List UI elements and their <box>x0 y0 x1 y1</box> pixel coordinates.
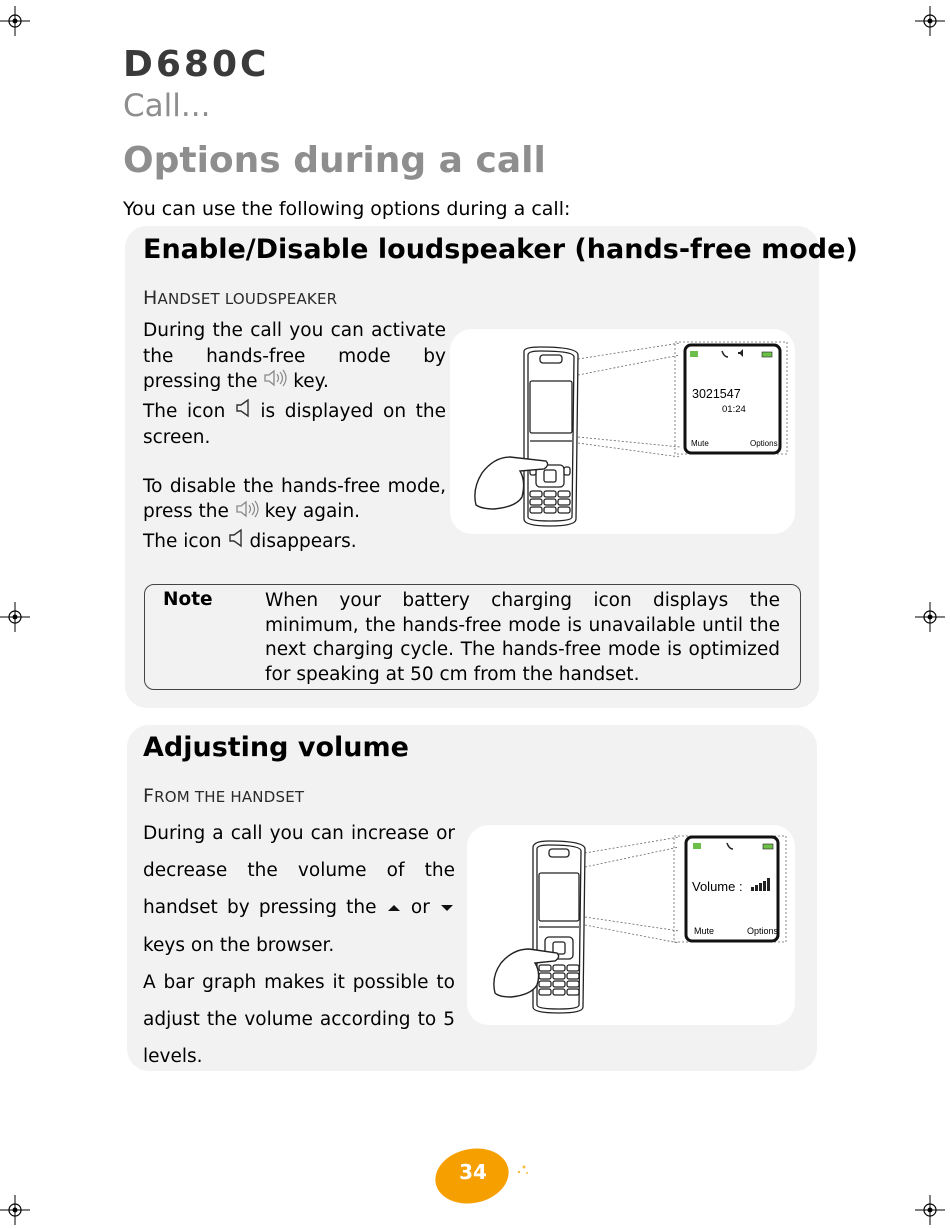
section-title: Call... <box>123 88 211 124</box>
sparkle-icon <box>514 1163 530 1177</box>
handset-illustration <box>450 329 795 534</box>
note-box <box>144 584 801 690</box>
speaker-icon <box>235 398 251 426</box>
screen-number: 3021547 <box>692 387 741 401</box>
loudspeaker-paragraph: During the call you can activate the hands-free mode by pressing the key. <box>143 318 446 395</box>
speaker-icon <box>228 528 244 556</box>
screen-softkey-left: Mute <box>694 926 715 936</box>
volume-paragraph: During a call you can increase or decrease the volume of the handset by pressing the or keys on the browser. <box>143 823 455 956</box>
loudspeaker-body <box>143 318 446 556</box>
loudspeaker-paragraph: To disable the hands-free mode, press the key again. <box>143 474 446 525</box>
registration-mark <box>915 602 945 632</box>
registration-mark <box>0 6 30 36</box>
up-arrow-icon <box>386 890 402 927</box>
note-text: When your battery charging icon displays the minimum, the hands-free mode is unavailable until the next charging cycle. The hands-free mode is optimized for speaking at 50 cm from the handset. <box>265 590 780 685</box>
volume-subhead: FROM THE HANDSET <box>143 785 305 807</box>
down-arrow-icon <box>439 890 455 927</box>
volume-body <box>143 815 455 1075</box>
loudspeaker-paragraph: The icon is displayed on the screen. <box>143 398 446 451</box>
registration-mark <box>0 1195 30 1225</box>
registration-mark <box>915 1195 945 1225</box>
page-number: 34 <box>459 1160 487 1184</box>
speaker-key-icon <box>235 500 259 526</box>
note-label: Note <box>163 589 213 610</box>
screen-softkey-right: Options <box>747 926 779 936</box>
screen-softkey-right: Options <box>750 439 778 448</box>
loudspeaker-title: Enable/Disable loudspeaker (hands-free mode) <box>143 234 858 265</box>
speaker-key-icon <box>263 369 287 395</box>
brand-title: D680C <box>123 44 270 85</box>
screen-timer: 01:24 <box>722 404 746 415</box>
volume-title: Adjusting volume <box>143 732 409 763</box>
registration-mark <box>0 602 30 632</box>
registration-mark <box>915 6 945 36</box>
volume-paragraph: A bar graph makes it possible to adjust the volume according to 5 levels. <box>143 971 455 1067</box>
handset-volume-illustration <box>467 825 795 1025</box>
screen-volume-label: Volume : <box>692 879 743 894</box>
page-title: Options during a call <box>123 140 546 181</box>
intro-text: You can use the following options during a call: <box>123 198 571 220</box>
loudspeaker-paragraph: The icon disappears. <box>143 528 446 556</box>
loudspeaker-subhead: HANDSET LOUDSPEAKER <box>143 287 338 309</box>
screen-softkey-left: Mute <box>691 439 709 448</box>
